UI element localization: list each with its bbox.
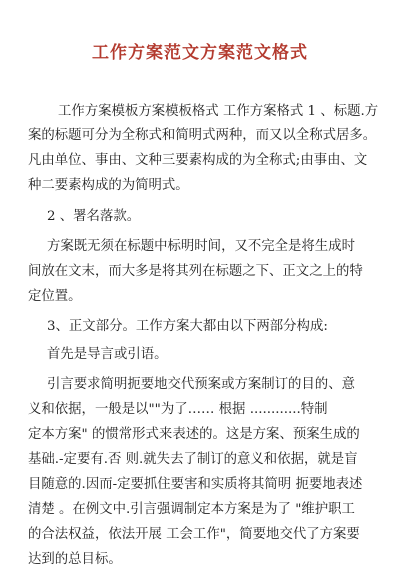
paragraph-line: 工作方案模板方案模板格式 工作方案格式 1 、标题.方 xyxy=(58,104,379,119)
paragraph-line: 种二要素构成的为简明式。 xyxy=(28,178,189,193)
paragraph-line: 基础.-定要有.否 则.就失去了制订的意义和依据，就是盲 xyxy=(28,452,358,467)
paragraph-line: 首先是导言或引语。 xyxy=(47,347,168,362)
document-title: 工作方案范文方案范文格式 xyxy=(92,43,308,63)
paragraph-line: 义和依据，一般是以""为了…… 根据 ............特制 xyxy=(28,402,328,417)
paragraph-line: 3、正文部分。工作方案大都由以下两部分构成: xyxy=(47,319,328,334)
page-bottom-fade xyxy=(0,568,400,578)
paragraph-line: 定位置。 xyxy=(28,289,82,304)
paragraph-line: 凡由单位、事由、文种三要素构成的为全称式;由事由、文 xyxy=(28,153,368,168)
paragraph-line: 间放在文末，而大多是将其列在标题之下、正文之上的特 xyxy=(28,264,363,279)
paragraph-line: 定本方案" 的惯常形式来表述的。这是方案、预案生成的 xyxy=(28,427,360,442)
paragraph-line: 的合法权益，依法开展 工会工作"，简要地交代了方案要 xyxy=(28,527,360,542)
paragraph-line: 清楚 。在例文中.引言强调制定本方案是为了 "维护职工 xyxy=(28,502,355,517)
paragraph-line: 达到的总目标。 xyxy=(28,552,122,567)
paragraph-line: 2 、署名落款。 xyxy=(47,209,141,224)
paragraph-line: 目随意的.因而-定要抓住要害和实质将其简明 扼要地表述 xyxy=(28,477,363,492)
paragraph-line: 引言要求简明扼要地交代预案或方案制订的目的、意 xyxy=(47,377,355,392)
paragraph-line: 案的标题可分为全称式和简明式两种，而又以全称式居多。 xyxy=(28,128,377,143)
paragraph-line: 方案既无须在标题中标明时间，又不完全是将生成时 xyxy=(47,239,355,254)
